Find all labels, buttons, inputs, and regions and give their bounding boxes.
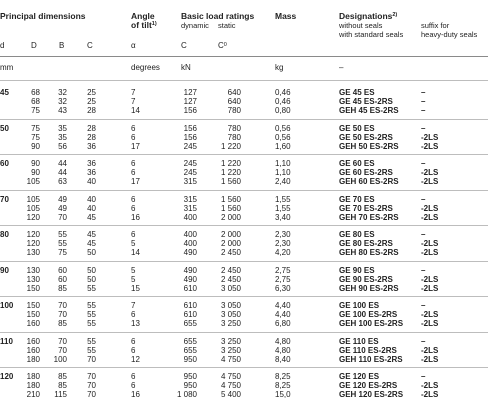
- cell-c-dyn: 950: [183, 381, 197, 390]
- cell-c-dyn: 950: [183, 354, 197, 364]
- cell-designation: GE 70 ES: [339, 194, 375, 204]
- cell-d: 180: [26, 372, 40, 381]
- cell-designation: GE 90 ES-2RS: [339, 274, 393, 284]
- cell-suffix: –: [421, 88, 426, 97]
- symbol-d: d: [0, 41, 5, 50]
- cell-suffix: -2LS: [421, 203, 439, 213]
- cell-b: 44: [58, 159, 67, 168]
- group-divider: [0, 225, 488, 226]
- cell-alpha: 7: [131, 301, 136, 310]
- cell-c: 45: [87, 239, 96, 248]
- cell-mass: 0,56: [275, 123, 291, 133]
- cell-mass: 8,25: [275, 381, 291, 390]
- cell-designation: GE 50 ES-2RS: [339, 132, 393, 142]
- cell-mass: 6,30: [275, 283, 291, 293]
- cell-d: 150: [26, 283, 40, 293]
- cell-c-dyn: 400: [183, 230, 197, 239]
- cell-suffix: -2LS: [421, 283, 439, 293]
- cell-c-dyn: 400: [183, 239, 197, 248]
- cell-designation: GE 100 ES: [339, 301, 380, 310]
- cell-c0: 1 560: [220, 177, 241, 186]
- cell-alpha: 5: [131, 265, 136, 275]
- cell-d: 130: [26, 265, 40, 275]
- cell-d: 180: [26, 381, 40, 390]
- cell-c-dyn: 400: [183, 212, 197, 222]
- group-bore-d: 110: [0, 336, 13, 346]
- cell-designation: GE 90 ES: [339, 265, 375, 275]
- group-bore-d: 120: [0, 372, 14, 381]
- symbol-C0-static: C0: [218, 41, 227, 50]
- cell-c0: 3 250: [220, 345, 241, 355]
- cell-mass: 4,80: [275, 336, 291, 346]
- cell-c-dyn: 315: [183, 203, 197, 213]
- cell-c0: 3 250: [220, 336, 241, 346]
- cell-mass: 4,80: [275, 345, 291, 355]
- cell-alpha: 16: [131, 212, 140, 222]
- cell-c: 25: [87, 97, 96, 106]
- cell-alpha: 17: [131, 141, 140, 151]
- cell-c: 55: [87, 319, 96, 328]
- cell-b: 35: [58, 132, 67, 142]
- cell-c-dyn: 156: [183, 132, 197, 142]
- cell-c0: 640: [227, 97, 241, 106]
- cell-c0: 1 560: [220, 203, 241, 213]
- group-bore-d: 80: [0, 230, 9, 239]
- cell-designation: GE 120 ES-2RS: [339, 381, 398, 390]
- cell-d: 160: [26, 336, 40, 346]
- cell-mass: 15,0: [275, 390, 291, 399]
- cell-suffix: –: [421, 372, 426, 381]
- cell-c: 55: [87, 336, 96, 346]
- cell-b: 63: [58, 177, 67, 186]
- cell-c0: 1 220: [220, 159, 241, 168]
- cell-alpha: 6: [131, 168, 136, 177]
- cell-d: 105: [26, 194, 40, 204]
- cell-c0: 1 560: [220, 194, 241, 204]
- cell-c0: 780: [227, 132, 241, 142]
- angle-header-line1: Angle: [131, 11, 155, 21]
- cell-c-dyn: 490: [183, 248, 197, 257]
- cell-c: 45: [87, 212, 96, 222]
- cell-b: 85: [58, 283, 67, 293]
- cell-d: 90: [31, 141, 40, 151]
- cell-c-dyn: 245: [183, 141, 197, 151]
- dynamic-label: dynamic: [181, 21, 209, 30]
- cell-alpha: 15: [131, 283, 140, 293]
- cell-suffix: –: [421, 336, 426, 346]
- cell-suffix: –: [421, 301, 426, 310]
- cell-alpha: 6: [131, 203, 136, 213]
- cell-b: 70: [58, 336, 67, 346]
- cell-c: 55: [87, 310, 96, 319]
- cell-designation: GEH 60 ES-2RS: [339, 177, 399, 186]
- cell-designation: GEH 120 ES-2RS: [339, 390, 404, 399]
- cell-c0: 640: [227, 88, 241, 97]
- with-standard-seals-label: with standard seals: [339, 30, 404, 39]
- group-divider: [0, 154, 488, 155]
- cell-c0: 5 400: [220, 390, 241, 399]
- cell-suffix: -2LS: [421, 310, 439, 319]
- unit-kN: kN: [181, 63, 191, 72]
- cell-c: 50: [87, 265, 96, 275]
- cell-alpha: 14: [131, 248, 140, 257]
- cell-mass: 0,46: [275, 97, 291, 106]
- cell-designation: GEH 50 ES-2RS: [339, 141, 399, 151]
- group-divider: [0, 261, 488, 262]
- cell-c: 50: [87, 274, 96, 284]
- cell-designation: GEH 100 ES-2RS: [339, 319, 404, 328]
- units-rule: [0, 80, 488, 81]
- cell-alpha: 5: [131, 239, 136, 248]
- group-bore-d: 50: [0, 123, 9, 133]
- cell-c-dyn: 156: [183, 123, 197, 133]
- group-divider: [0, 296, 488, 297]
- cell-suffix: -2LS: [421, 345, 439, 355]
- cell-designation: GE 80 ES: [339, 230, 375, 239]
- cell-c0: 780: [227, 106, 241, 115]
- cell-b: 70: [58, 212, 67, 222]
- cell-b: 35: [58, 123, 67, 133]
- cell-b: 60: [58, 274, 67, 284]
- load-ratings-header: Basic load ratings: [181, 11, 255, 21]
- cell-c: 70: [87, 354, 96, 364]
- cell-c0: 3 250: [220, 319, 241, 328]
- cell-suffix: -2LS: [421, 381, 439, 390]
- cell-alpha: 17: [131, 177, 140, 186]
- cell-mass: 4,40: [275, 310, 291, 319]
- cell-alpha: 12: [131, 354, 140, 364]
- cell-c0: 4 750: [220, 354, 241, 364]
- group-divider: [0, 332, 488, 333]
- group-bore-d: 100: [0, 301, 14, 310]
- cell-c0: 2 000: [220, 239, 241, 248]
- cell-alpha: 6: [131, 132, 136, 142]
- cell-suffix: -2LS: [421, 390, 439, 399]
- cell-alpha: 6: [131, 372, 136, 381]
- cell-b: 55: [58, 230, 67, 239]
- cell-alpha: 7: [131, 97, 136, 106]
- cell-c: 70: [87, 381, 96, 390]
- cell-suffix: –: [421, 159, 426, 168]
- cell-d: 105: [26, 203, 40, 213]
- cell-d: 130: [26, 274, 40, 284]
- cell-d: 160: [26, 319, 40, 328]
- cell-mass: 1,55: [275, 194, 291, 204]
- unit-dash: –: [339, 63, 344, 72]
- cell-b: 100: [53, 354, 67, 364]
- cell-designation: GE 45 ES: [339, 88, 375, 97]
- cell-alpha: 13: [131, 319, 140, 328]
- cell-mass: 4,20: [275, 248, 291, 257]
- cell-mass: 2,75: [275, 274, 291, 284]
- principal-dimensions-header: Principal dimensions: [0, 11, 86, 21]
- cell-suffix: -2LS: [421, 212, 439, 222]
- cell-b: 75: [58, 248, 67, 257]
- header-rule: [0, 56, 488, 57]
- cell-c: 28: [87, 106, 96, 115]
- cell-c: 55: [87, 301, 96, 310]
- cell-d: 75: [31, 106, 40, 115]
- cell-d: 75: [31, 123, 40, 133]
- cell-alpha: 5: [131, 274, 136, 284]
- cell-mass: 6,80: [275, 319, 291, 328]
- angle-footnote: 1): [151, 21, 157, 27]
- cell-c: 28: [87, 123, 96, 133]
- cell-suffix: -2LS: [421, 132, 439, 142]
- cell-b: 32: [58, 97, 67, 106]
- cell-c0: 1 220: [220, 141, 241, 151]
- angle-header-line2: of tilt$^{1)}$: [131, 20, 157, 30]
- cell-d: 90: [31, 168, 40, 177]
- cell-c-dyn: 156: [183, 106, 197, 115]
- cell-b: 55: [58, 239, 67, 248]
- cell-c: 25: [87, 88, 96, 97]
- cell-c0: 3 050: [220, 301, 241, 310]
- cell-suffix: –: [421, 123, 426, 133]
- cell-suffix: -2LS: [421, 168, 439, 177]
- cell-c0: 2 000: [220, 230, 241, 239]
- cell-mass: 8,40: [275, 354, 291, 364]
- cell-c0: 4 750: [220, 372, 241, 381]
- cell-mass: 4,40: [275, 301, 291, 310]
- cell-c-dyn: 1 080: [176, 390, 197, 399]
- cell-c: 40: [87, 194, 96, 204]
- cell-c0: 4 750: [220, 381, 241, 390]
- cell-designation: GEH 45 ES-2RS: [339, 106, 399, 115]
- suffix-label-line1: suffix for: [421, 21, 450, 30]
- cell-designation: GE 100 ES-2RS: [339, 310, 398, 319]
- cell-b: 43: [58, 106, 67, 115]
- cell-designation: GE 120 ES: [339, 372, 380, 381]
- cell-designation: GE 60 ES: [339, 159, 375, 168]
- cell-c-dyn: 245: [183, 159, 197, 168]
- cell-b: 85: [58, 381, 67, 390]
- cell-b: 70: [58, 310, 67, 319]
- cell-b: 70: [58, 301, 67, 310]
- unit-degrees: degrees: [131, 63, 160, 72]
- cell-suffix: -2LS: [421, 177, 439, 186]
- group-bore-d: 70: [0, 194, 9, 204]
- cell-b: 60: [58, 265, 67, 275]
- cell-d: 130: [26, 248, 40, 257]
- cell-c: 55: [87, 283, 96, 293]
- cell-d: 120: [26, 230, 40, 239]
- group-bore-d: 45: [0, 88, 9, 97]
- symbol-C: C: [87, 41, 93, 50]
- cell-b: 32: [58, 88, 67, 97]
- cell-b: 70: [58, 345, 67, 355]
- cell-mass: 1,60: [275, 141, 291, 151]
- cell-d: 120: [26, 212, 40, 222]
- cell-d: 75: [31, 132, 40, 142]
- cell-designation: GE 70 ES-2RS: [339, 203, 393, 213]
- mass-header: Mass: [275, 11, 297, 21]
- cell-mass: 3,40: [275, 212, 291, 222]
- cell-c: 70: [87, 372, 96, 381]
- cell-alpha: 6: [131, 194, 136, 204]
- cell-designation: GEH 70 ES-2RS: [339, 212, 399, 222]
- cell-designation: GEH 90 ES-2RS: [339, 283, 399, 293]
- cell-c0: 3 050: [220, 310, 241, 319]
- cell-c-dyn: 490: [183, 274, 197, 284]
- cell-alpha: 6: [131, 123, 136, 133]
- cell-c: 40: [87, 177, 96, 186]
- cell-d: 180: [26, 354, 40, 364]
- cell-suffix: –: [421, 230, 426, 239]
- cell-alpha: 16: [131, 390, 140, 399]
- cell-suffix: -2LS: [421, 319, 439, 328]
- cell-d: 150: [26, 301, 40, 310]
- cell-c0: 2 450: [220, 248, 241, 257]
- cell-suffix: -2LS: [421, 354, 439, 364]
- cell-c-dyn: 245: [183, 168, 197, 177]
- cell-mass: 1,10: [275, 168, 291, 177]
- cell-mass: 2,30: [275, 230, 291, 239]
- cell-alpha: 14: [131, 106, 140, 115]
- cell-mass: 0,80: [275, 106, 291, 115]
- cell-d: 150: [26, 310, 40, 319]
- cell-alpha: 7: [131, 88, 136, 97]
- symbol-alpha: α: [131, 41, 136, 50]
- cell-d: 90: [31, 159, 40, 168]
- cell-c-dyn: 127: [183, 88, 197, 97]
- cell-c: 36: [87, 141, 96, 151]
- cell-c: 40: [87, 203, 96, 213]
- cell-b: 49: [58, 194, 67, 204]
- cell-c: 28: [87, 132, 96, 142]
- cell-b: 115: [54, 390, 67, 399]
- cell-c: 45: [87, 230, 96, 239]
- cell-d: 68: [31, 97, 40, 106]
- cell-c0: 2 450: [220, 265, 241, 275]
- symbol-B: B: [59, 41, 65, 50]
- cell-alpha: 6: [131, 336, 136, 346]
- cell-suffix: –: [421, 265, 426, 275]
- cell-designation: GE 80 ES-2RS: [339, 239, 393, 248]
- cell-designation: GEH 80 ES-2RS: [339, 248, 399, 257]
- suffix-label-line2: heavy-duty seals: [421, 30, 478, 39]
- designations-footnote: 2): [392, 12, 398, 18]
- group-bore-d: 60: [0, 159, 9, 168]
- designations-header: Designations$^{2)}$: [339, 11, 398, 21]
- cell-c-dyn: 610: [183, 310, 197, 319]
- cell-b: 44: [58, 168, 67, 177]
- cell-c: 36: [87, 159, 96, 168]
- cell-mass: 1,10: [275, 159, 291, 168]
- cell-mass: 2,30: [275, 239, 291, 248]
- cell-c0: 2 000: [220, 212, 241, 222]
- cell-b: 56: [58, 141, 67, 151]
- cell-c: 36: [87, 168, 96, 177]
- cell-suffix: -2LS: [421, 274, 439, 284]
- cell-mass: 0,56: [275, 132, 291, 142]
- cell-suffix: -2LS: [421, 239, 439, 248]
- without-seals-label: without seals: [339, 21, 383, 30]
- cell-c-dyn: 655: [183, 336, 197, 346]
- cell-mass: 1,55: [275, 203, 291, 213]
- group-bore-d: 90: [0, 265, 9, 275]
- cell-d: 160: [26, 345, 40, 355]
- group-divider: [0, 190, 488, 191]
- group-divider: [0, 119, 488, 120]
- cell-c-dyn: 655: [183, 345, 197, 355]
- cell-c0: 2 450: [220, 274, 241, 284]
- unit-kg: kg: [275, 63, 284, 72]
- cell-c-dyn: 490: [183, 265, 197, 275]
- cell-c: 50: [87, 248, 96, 257]
- cell-suffix: –: [421, 106, 426, 115]
- cell-b: 85: [58, 319, 67, 328]
- cell-d: 210: [26, 390, 40, 399]
- cell-suffix: –: [421, 194, 426, 204]
- cell-mass: 0,46: [275, 88, 291, 97]
- cell-b: 85: [58, 372, 67, 381]
- cell-mass: 2,75: [275, 265, 291, 275]
- cell-c-dyn: 655: [183, 319, 197, 328]
- cell-alpha: 6: [131, 230, 136, 239]
- group-divider: [0, 367, 488, 368]
- cell-designation: GE 50 ES: [339, 123, 375, 133]
- cell-alpha: 6: [131, 159, 136, 168]
- static-label: static: [218, 21, 236, 30]
- cell-c-dyn: 610: [183, 283, 197, 293]
- unit-mm: mm: [0, 63, 14, 72]
- cell-designation: GE 110 ES: [339, 336, 379, 346]
- cell-designation: GE 110 ES-2RS: [339, 345, 397, 355]
- cell-designation: GEH 110 ES-2RS: [339, 354, 403, 364]
- cell-d: 120: [26, 239, 40, 248]
- cell-c: 55: [87, 345, 96, 355]
- cell-c-dyn: 950: [183, 372, 197, 381]
- symbol-C-dynamic: C: [181, 41, 187, 50]
- cell-alpha: 6: [131, 345, 136, 355]
- cell-mass: 8,25: [275, 372, 291, 381]
- cell-c-dyn: 315: [183, 194, 197, 204]
- cell-alpha: 6: [131, 381, 136, 390]
- cell-d: 105: [26, 177, 40, 186]
- cell-c0: 1 220: [220, 168, 241, 177]
- cell-c-dyn: 610: [183, 301, 197, 310]
- cell-c-dyn: 315: [183, 177, 197, 186]
- cell-alpha: 6: [131, 310, 136, 319]
- cell-designation: GE 45 ES-2RS: [339, 97, 393, 106]
- cell-suffix: -2LS: [421, 248, 439, 257]
- cell-suffix: –: [421, 97, 426, 106]
- cell-d: 68: [31, 88, 40, 97]
- cell-c: 70: [87, 390, 96, 399]
- cell-suffix: -2LS: [421, 141, 439, 151]
- cell-c-dyn: 127: [183, 97, 197, 106]
- cell-designation: GE 60 ES-2RS: [339, 168, 393, 177]
- cell-b: 49: [58, 203, 67, 213]
- symbol-D: D: [31, 41, 37, 50]
- cell-mass: 2,40: [275, 177, 291, 186]
- cell-c0: 780: [227, 123, 241, 133]
- cell-c0: 3 050: [220, 283, 241, 293]
